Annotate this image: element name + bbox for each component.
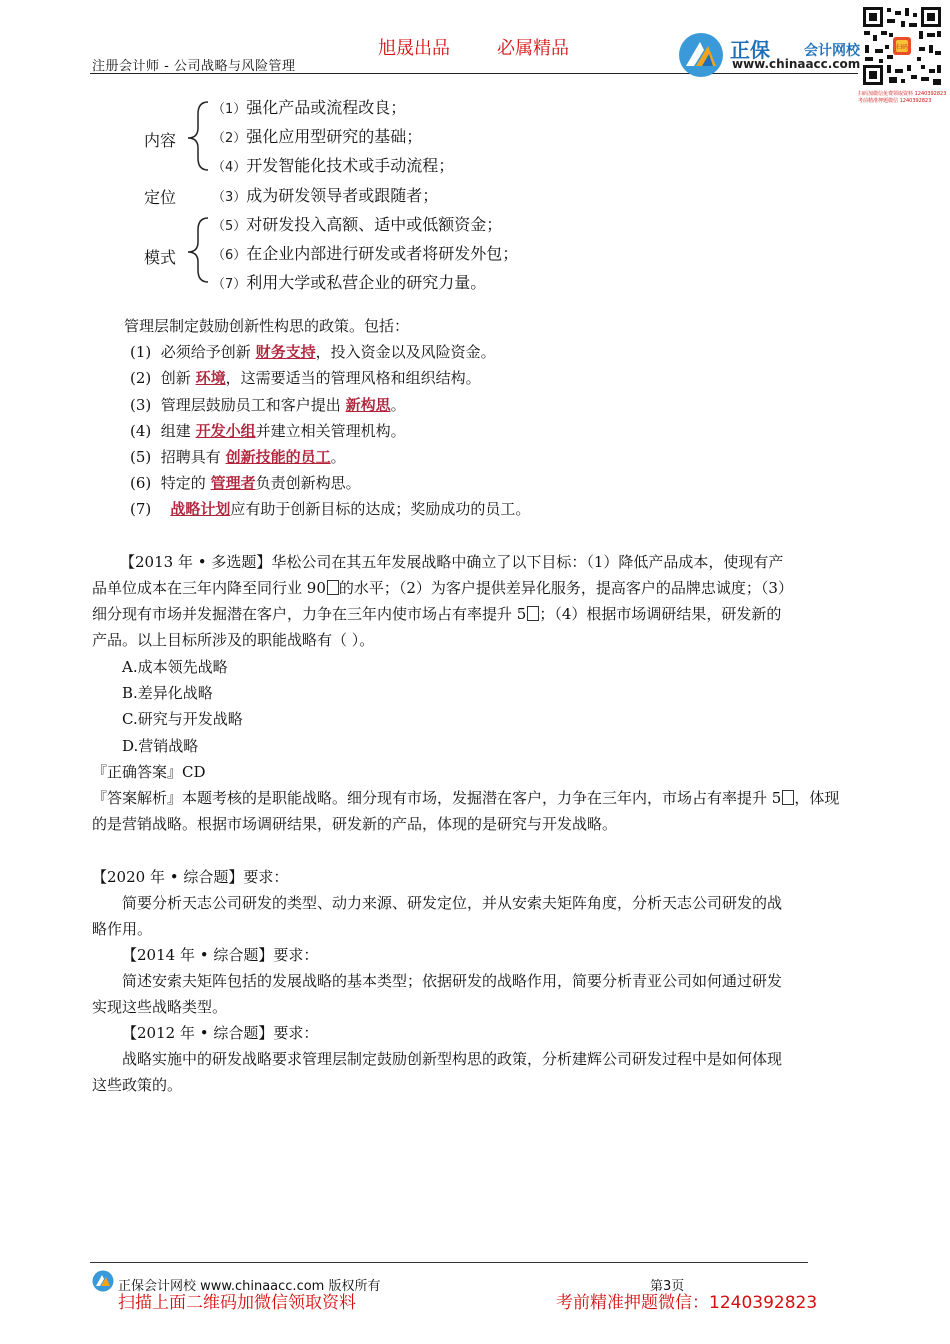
diagram-group-mode: 模式 bbox=[144, 248, 177, 267]
qr-code-icon bbox=[861, 5, 943, 87]
policy-keyword: 新构思 bbox=[345, 396, 391, 414]
qr-note-2: 考前精准押题微信 1240392823 bbox=[858, 98, 932, 104]
brand-url: www.chinaacc.com bbox=[732, 57, 861, 71]
brand-subtitle: 会计网校 bbox=[804, 43, 860, 59]
footer-page-number: 第3页 bbox=[650, 1279, 685, 1294]
correct-answer: 『正确答案』CD bbox=[92, 763, 206, 781]
diagram-item: （7）利用大学或私营企业的研究力量。 bbox=[212, 273, 487, 292]
question-option: C.研究与开发战略 bbox=[122, 710, 243, 728]
exam-2014-text: 简述安索夫矩阵包括的发展战略的基本类型；依据研发的战略作用，简要分析青亚公司如何通过研发 bbox=[122, 972, 783, 990]
policy-keyword: 战略计划 bbox=[170, 500, 231, 518]
policy-item: (6) 特定的 管理者负责创新构思。 bbox=[130, 474, 361, 492]
policy-keyword: 管理者 bbox=[210, 474, 256, 492]
policy-item: (3) 管理层鼓励员工和客户提出 新构思。 bbox=[130, 396, 406, 414]
percent-glyph-box bbox=[782, 790, 794, 805]
header-slogan-right: 必属精品 bbox=[497, 38, 569, 59]
exam-2014-title: 【2014 年 • 综合题】要求： bbox=[122, 946, 319, 964]
diagram-braces bbox=[186, 92, 210, 292]
percent-glyph-box bbox=[327, 580, 339, 595]
document-title: 注册会计师 - 公司战略与风险管理 bbox=[92, 59, 296, 74]
exam-2014-text: 实现这些战略类型。 bbox=[92, 998, 228, 1016]
footer-copyright: 正保会计网校 www.chinaacc.com 版权所有 bbox=[118, 1279, 381, 1294]
exam-2020-text: 简要分析天志公司研发的类型、动力来源、研发定位，并从安索夫矩阵角度，分析天志公司研发的战 bbox=[122, 894, 783, 912]
exam-2012-text: 战略实施中的研发战略要求管理层制定鼓励创新型构思的政策，分析建辉公司研发过程中是如何体现 bbox=[122, 1050, 783, 1068]
qr-note-1: 扫码加微信免费领取资料 1240392823 bbox=[858, 91, 947, 97]
question-line: 产品。以上目标所涉及的职能战略有（ ）。 bbox=[92, 631, 375, 649]
policy-item: (2) 创新 环境，这需要适当的管理风格和组织结构。 bbox=[130, 369, 481, 387]
footer-promo-right: 考前精准押题微信：1240392823 bbox=[556, 1293, 818, 1313]
question-line: 【2013 年 • 多选题】华松公司在其五年发展战略中确立了以下目标：（1）降低产品成本，使现有产 bbox=[120, 553, 784, 571]
percent-glyph-box bbox=[527, 606, 539, 621]
policy-keyword: 创新技能的员工 bbox=[225, 448, 331, 466]
question-option: D.营销战略 bbox=[122, 737, 199, 755]
footer-promo-left: 扫描上面二维码加微信领取资料 bbox=[118, 1293, 356, 1313]
answer-analysis: 的是营销战略。根据市场调研结果，研发新的产品，体现的是研究与开发战略。 bbox=[92, 815, 618, 833]
policy-item: (7) 战略计划应有助于创新目标的达成；奖励成功的员工。 bbox=[130, 500, 531, 518]
policy-keyword: 环境 bbox=[195, 369, 226, 387]
diagram-group-position: 定位 bbox=[144, 188, 177, 207]
question-line: 细分现有市场并发掘潜在客户，力争在三年内使市场占有率提升 5 ；（4）根据市场调研结果，研发新的 bbox=[92, 605, 782, 623]
question-option: B.差异化战略 bbox=[122, 684, 213, 702]
brand-name: 正保 bbox=[730, 38, 770, 62]
policy-item: (1) 必须给予创新 财务支持，投入资金以及风险资金。 bbox=[130, 343, 496, 361]
question-line: 品单位成本在三年内降至同行业 90 的水平；（2）为客户提供差异化服务，提高客户的品牌忠诚度；（3） bbox=[92, 579, 793, 597]
header-rule bbox=[90, 73, 858, 74]
diagram-item: （1）强化产品或流程改良； bbox=[212, 98, 407, 117]
policy-keyword: 财务支持 bbox=[255, 343, 316, 361]
diagram-item: （4）开发智能化技术或手动流程； bbox=[212, 156, 455, 175]
footer-logo-icon bbox=[92, 1270, 114, 1292]
diagram-group-content: 内容 bbox=[144, 131, 177, 150]
header-slogan-left: 旭晟出品 bbox=[378, 38, 450, 59]
footer-rule bbox=[90, 1262, 808, 1263]
diagram-item: （2）强化应用型研究的基础； bbox=[212, 127, 423, 146]
diagram-item: （6）在企业内部进行研发或者将研发外包； bbox=[212, 244, 519, 263]
policy-item: (4) 组建 开发小组并建立相关管理机构。 bbox=[130, 422, 406, 440]
answer-analysis: 『答案解析』本题考核的是职能战略。细分现有市场，发掘潜在客户，力争在三年内，市场占有率提升 5 ，体现 bbox=[92, 789, 840, 807]
policy-intro: 管理层制定鼓励创新性构思的政策。包括： bbox=[124, 317, 410, 335]
exam-2020-title: 【2020 年 • 综合题】要求： bbox=[92, 868, 289, 886]
qr-badge-label: 扫码 bbox=[895, 44, 909, 51]
exam-2020-text: 略作用。 bbox=[92, 920, 153, 938]
exam-2012-text: 这些政策的。 bbox=[92, 1076, 183, 1094]
policy-item: (5) 招聘具有 创新技能的员工。 bbox=[130, 448, 346, 466]
chinaacc-logo-icon bbox=[678, 32, 724, 78]
exam-2012-title: 【2012 年 • 综合题】要求： bbox=[122, 1024, 319, 1042]
diagram-item: （3）成为研发领导者或跟随者； bbox=[212, 186, 439, 205]
question-option: A.成本领先战略 bbox=[122, 658, 228, 676]
diagram-item: （5）对研发投入高额、适中或低额资金； bbox=[212, 215, 503, 234]
policy-keyword: 开发小组 bbox=[195, 422, 256, 440]
